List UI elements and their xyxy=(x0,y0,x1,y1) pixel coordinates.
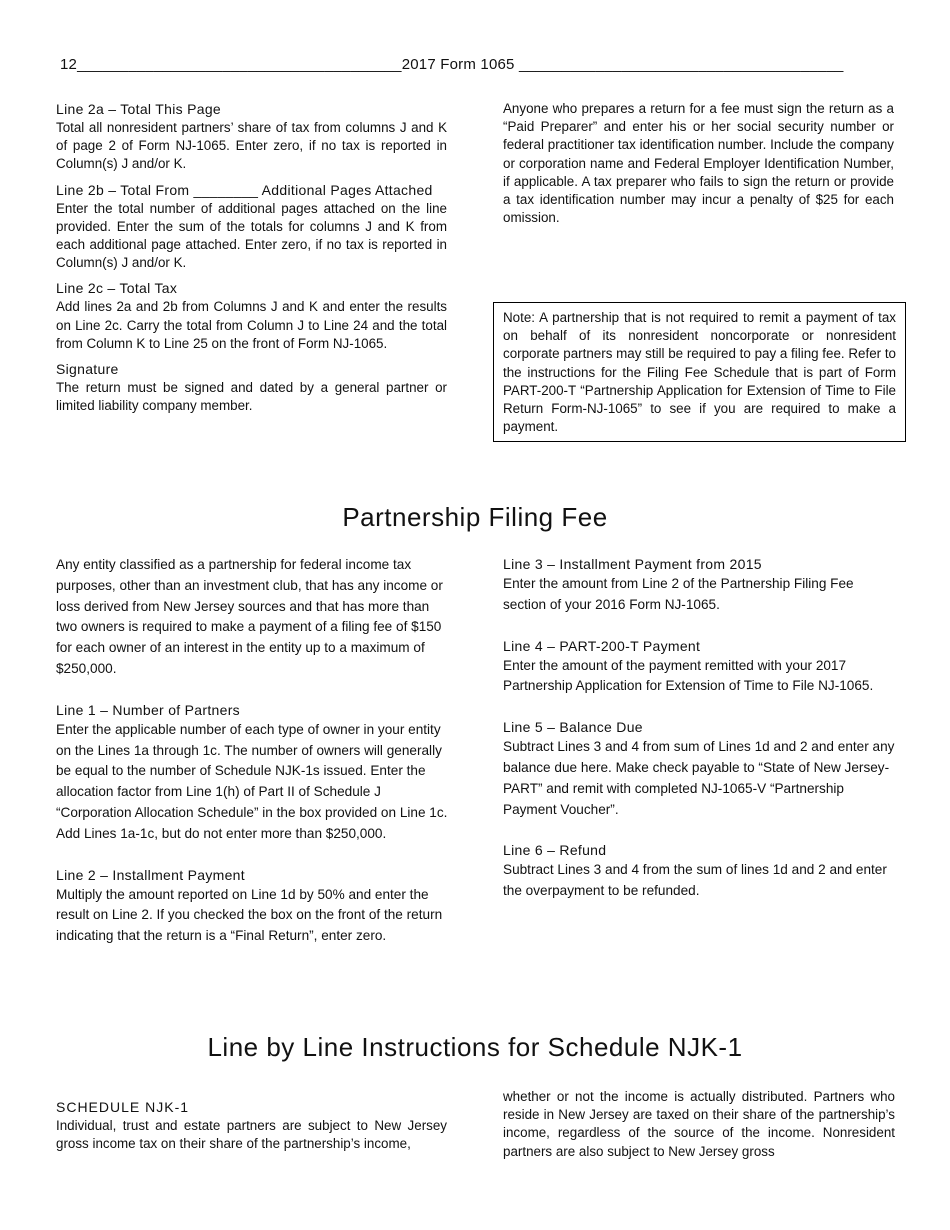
line-1-heading: Line 1 – Number of Partners xyxy=(56,701,240,718)
line-2b-section xyxy=(56,181,447,273)
njk1-title: Line by Line Instructions for Schedule NJK-1 xyxy=(207,1032,743,1062)
line-4-text: Enter the amount of the payment remitted with your 2017 Partnership Application for Extension of Time to File NJ-1065. xyxy=(503,657,874,694)
line-2a-heading: Line 2a – Total This Page xyxy=(56,101,221,117)
header-rule-left: ______________________________________ xyxy=(77,56,402,73)
top-left-column xyxy=(56,100,447,422)
line-2c-heading: Line 2c – Total Tax xyxy=(56,280,178,297)
line-2-text: Multiply the amount reported on Line 1d by 50% and enter the result on Line 2. If you checked the box on the front of the return indicating that the return is a “Final Return”, enter zero. xyxy=(56,886,443,944)
note-text: Note: A partnership that is not required to remit a payment of tax on behalf of its nonresident noncorporate or nonresident corporate partners may still be required to pay a filing fee. Refer to the instructions for the Filing Fee Schedule that is part of Form PART-200-T “Partnership Application for Extension of Time to File Return Form-NJ-1065” to see if you are required to make a payment. xyxy=(503,310,896,435)
form-title: 2017 Form 1065 xyxy=(401,56,515,73)
line-3-section xyxy=(503,554,895,616)
line-5-section xyxy=(503,717,895,820)
filing-fee-title: Partnership Filing Fee xyxy=(342,502,608,532)
line-2b-heading: Line 2b – Total From ________ Additional Pages Attached xyxy=(56,181,433,198)
signature-text: The return must be signed and dated by a general partner or limited liability company member. xyxy=(56,380,447,414)
header-rule-right: ______________________________________ xyxy=(518,56,844,73)
schedule-njk1-text-right: whether or not the income is actually distributed. Partners who reside in New Jersey are taxed on their share of the partnership’s income, regardless of the source of the income. Nonresident partners are also subject to New Jersey gross xyxy=(503,1089,895,1159)
line-2-section xyxy=(56,865,448,947)
line-6-heading: Line 6 – Refund xyxy=(503,842,607,859)
line-5-heading: Line 5 – Balance Due xyxy=(503,719,643,736)
signature-heading: Signature xyxy=(56,361,119,378)
line-3-text: Enter the amount from Line 2 of the Partnership Filing Fee section of your 2016 Form NJ-1065. xyxy=(503,576,854,612)
filing-fee-left-column xyxy=(56,555,448,967)
line-6-section xyxy=(503,840,895,902)
line-2-heading: Line 2 – Installment Payment xyxy=(56,866,245,883)
signature-section xyxy=(56,360,447,415)
schedule-njk1-text-left: Individual, trust and estate partners are subject to New Jersey gross income tax on their share of the partnership’s income, xyxy=(56,1118,447,1152)
line-2c-text: Add lines 2a and 2b from Columns J and K and enter the results on Line 2c. Carry the total from Column J to Line 24 and the total from Column K to Line 25 on the front of Form NJ-1065. xyxy=(56,299,447,351)
line-1-section xyxy=(56,700,448,845)
note-box xyxy=(493,302,906,442)
schedule-njk1-heading: SCHEDULE NJK-1 xyxy=(56,1099,190,1115)
filing-fee-right-column xyxy=(503,554,895,922)
line-2a-text: Total all nonresident partners’ share of tax from columns J and K of page 2 of Form NJ-1065. Enter zero, if no tax is reported in Column(s) J and/or K. xyxy=(56,120,447,172)
line-2c-section xyxy=(56,279,447,353)
njk1-right-column xyxy=(503,1088,895,1161)
line-5-text: Subtract Lines 3 and 4 from sum of Lines 1d and 2 and enter any balance due here. Make check payable to “State of New Jersey-PART” and remit with completed NJ-1065-V “Partnership Payment Voucher”. xyxy=(503,739,895,817)
paid-preparer-text: Anyone who prepares a return for a fee must sign the return as a “Paid Preparer” and enter his or her social security number or federal practitioner tax identification number. Include the company or corporation name and Federal Employer Identification Number, if applicable. A tax preparer who fails to sign the return or provide a tax identification number may incur a penalty of $25 for each omission. xyxy=(503,101,894,226)
line-6-text: Subtract Lines 3 and 4 from the sum of lines 1d and 2 and enter the overpayment to be refunded. xyxy=(503,862,887,899)
top-right-column xyxy=(503,100,894,227)
line-4-section xyxy=(503,636,895,698)
line-2a-section xyxy=(56,100,447,174)
filing-fee-intro-section xyxy=(56,555,448,680)
njk1-left-column xyxy=(56,1098,447,1153)
page-header xyxy=(60,56,860,73)
filing-fee-intro: Any entity classified as a partnership for federal income tax purposes, other than an investment club, that has any income or loss derived from New Jersey sources and that has more than two owners is required to make a payment of a filing fee of $150 for each owner of an interest in the entity up to a maximum of $250,000. xyxy=(56,557,443,676)
line-3-heading: Line 3 – Installment Payment from 2015 xyxy=(503,556,762,572)
page-number: 12 xyxy=(60,56,78,73)
line-4-heading: Line 4 – PART-200-T Payment xyxy=(503,637,701,654)
line-2b-text: Enter the total number of additional pages attached on the line provided. Enter the sum of the totals for columns J and K from each additional page attached. Enter zero, if no tax is reported in Column(s) J and/or K. xyxy=(56,200,447,271)
line-1-text: Enter the applicable number of each type of owner in your entity on the Lines 1a through 1c. The number of owners will generally be equal to the number of Schedule NJK-1s issued. Enter the allocation factor from Line 1(h) of Part II of Schedule J “Corporation Allocation Schedule” in the box provided on Line 1c. Add Lines 1a-1c, but do not enter more than $250,000. xyxy=(56,721,448,841)
